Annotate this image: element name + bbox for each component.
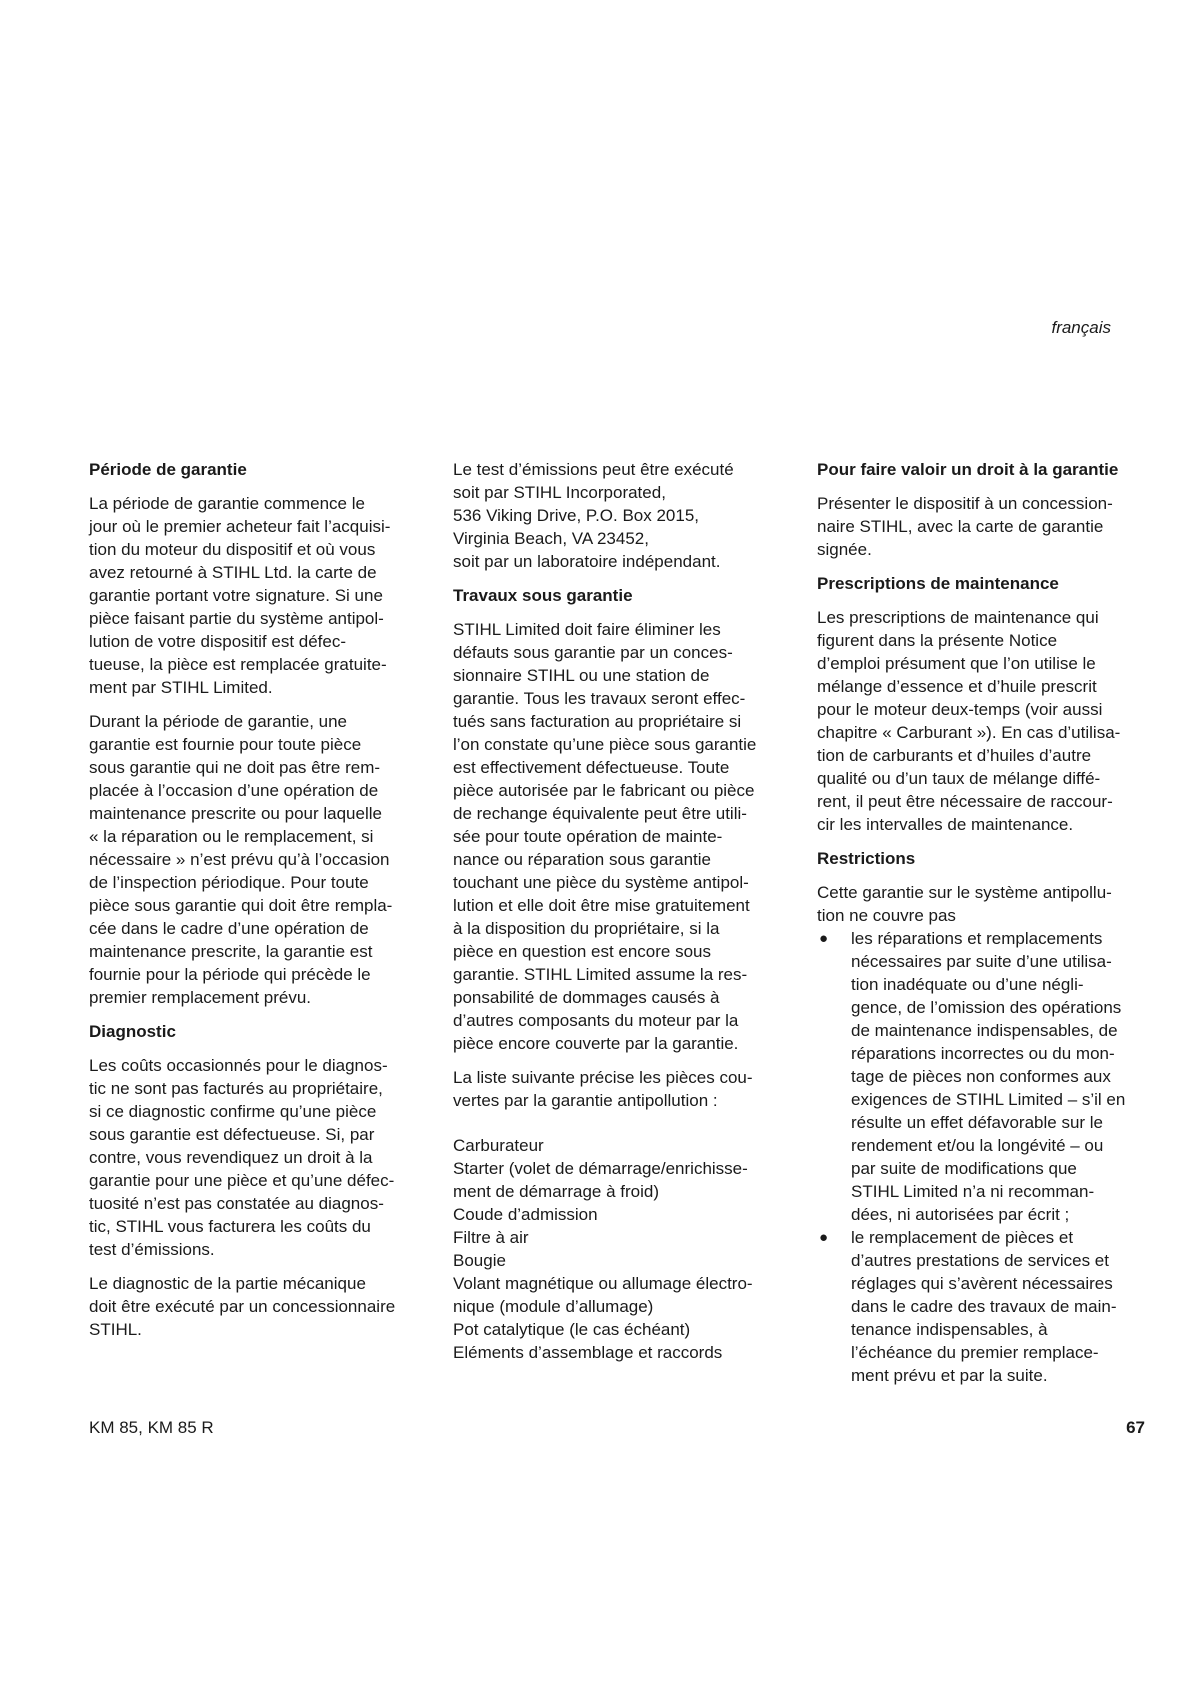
list-item: Bougie: [453, 1251, 506, 1270]
heading-diagnostic: Diagnostic: [89, 1022, 176, 1041]
list-item: Eléments d’assemblage et raccords: [453, 1343, 723, 1362]
page-number: 67: [1126, 1418, 1145, 1437]
paragraph: STIHL Limited doit faire éliminer les défauts sous garantie par un conces- sionnaire STIHL ou une station de garantie. Tous les travaux seront effec- tués sans facturation au propriétaire si l’on constate qu’une pièce sous garantie est effectivement défectueuse. Toute pièce autorisée par le fabricant ou pièce de rechange équivalente peut être utili- sée pour toute opération de mainte- nance ou réparation sous garantie touchant une pièce du système antipol- lution et elle doit être mise gratuitement à la disposition du propriétaire, si la pièce en question est encore sous garantie. STIHL Limited assume la res- ponsabilité de dommages causés à d’autres composants du moteur par la pièce encore couverte par la garantie.: [453, 620, 757, 1053]
column-1: [89, 458, 421, 1352]
heading-maintenance: Prescriptions de maintenance: [817, 574, 1059, 593]
list-item: Pot catalytique (le cas échéant): [453, 1320, 691, 1339]
heading-claim-warranty: Pour faire valoir un droit à la garantie: [817, 460, 1119, 479]
list-item: Carburateur: [453, 1136, 544, 1155]
paragraph: Le diagnostic de la partie mécanique doit être exécuté par un concessionnaire STIHL.: [89, 1274, 396, 1339]
bullet-icon: ●: [819, 930, 829, 947]
list-item-text: le remplacement de pièces et d’autres prestations de services et réglages qui s’avèrent nécessaires dans le cadre des travaux de main- tenance indispensables, à l’échéance du premier remplace- ment prévu et par la suite.: [851, 1228, 1117, 1385]
paragraph: Le test d’émissions peut être exécuté soit par STIHL Incorporated, 536 Viking Drive, P.O. Box 2015, Virginia Beach, VA 23452, soit par un laboratoire indépendant.: [453, 460, 734, 571]
list-item: Filtre à air: [453, 1228, 529, 1247]
heading-warranty-work: Travaux sous garantie: [453, 586, 633, 605]
paragraph: Les coûts occasionnés pour le diagnos- tic ne sont pas facturés au propriétaire, si ce diagnostic confirme qu’une pièce sous garantie est défectueuse. Si, par contre, vous revendiquez un droit à la garantie pour une pièce et qu’une défec- tuosité n’est pas constatée au diagnos- tic, STIHL vous facturera les coûts du test d’émissions.: [89, 1056, 395, 1259]
bullet-icon: ●: [819, 1229, 829, 1246]
footer-model: KM 85, KM 85 R: [89, 1418, 214, 1437]
list-item: Volant magnétique ou allumage électro- nique (module d’allumage): [453, 1274, 753, 1316]
list-item: Coude d’admission: [453, 1205, 598, 1224]
restrictions-list: [817, 927, 1149, 1387]
column-3: [817, 458, 1149, 1387]
language-label: français: [1051, 318, 1111, 337]
list-item: Starter (volet de démarrage/enrichisse- ment de démarrage à froid): [453, 1159, 748, 1201]
paragraph: La période de garantie commence le jour où le premier acheteur fait l’acquisi- tion du moteur du dispositif et où vous avez retourné à STIHL Ltd. la carte de garantie portant votre signature. Si une pièce faisant partie du système antipol- lution de votre dispositif est défec- tueuse, la pièce est remplacée gratuite- ment par STIHL Limited.: [89, 494, 391, 697]
paragraph: La liste suivante précise les pièces cou- vertes par la garantie antipollution :: [453, 1068, 753, 1110]
list-item-text: les réparations et remplacements nécessaires par suite d’une utilisa- tion inadéquate ou d’une négli- gence, de l’omission des opérations de maintenance indispensables, de réparations incorrectes ou du mon- tage de pièces non conformes aux exigences de STIHL Limited – s’il en résulte un effet défavorable sur le rendement et/ou la longévité – ou par suite de modifications que STIHL Limited n’a ni recomman- dées, ni autorisées par écrit ;: [851, 929, 1126, 1224]
covered-parts-list: [453, 1134, 787, 1364]
paragraph: Durant la période de garantie, une garantie est fournie pour toute pièce sous garantie qui ne doit pas être rem- placée à l’occasion d’une opération de maintenance prescrite ou pour laquelle « la réparation ou le remplacement, si nécessaire » n’est prévu qu’à l’occasion de l’inspection périodique. Pour toute pièce sous garantie qui doit être rempla- cée dans le cadre d’une opération de maintenance prescrite, la garantie est fournie pour la période qui précède le premier remplacement prévu.: [89, 712, 393, 1007]
paragraph: Présenter le dispositif à un concession- naire STIHL, avec la carte de garantie signée.: [817, 494, 1113, 559]
column-2: [453, 458, 787, 1364]
paragraph: Cette garantie sur le système antipollu- tion ne couvre pas: [817, 883, 1112, 925]
list-item: [817, 927, 1149, 1226]
heading-warranty-period: Période de garantie: [89, 460, 247, 479]
paragraph: Les prescriptions de maintenance qui figurent dans la présente Notice d’emploi présument que l’on utilise le mélange d’essence et d’huile prescrit pour le moteur deux-temps (voir aussi chapitre « Carburant »). En cas d’utilisa- tion de carburants et d’huiles d’autre qualité ou d’un taux de mélange diffé- rent, il peut être nécessaire de raccour- cir les intervalles de maintenance.: [817, 608, 1121, 834]
heading-restrictions: Restrictions: [817, 849, 916, 868]
list-item: [817, 1226, 1149, 1387]
